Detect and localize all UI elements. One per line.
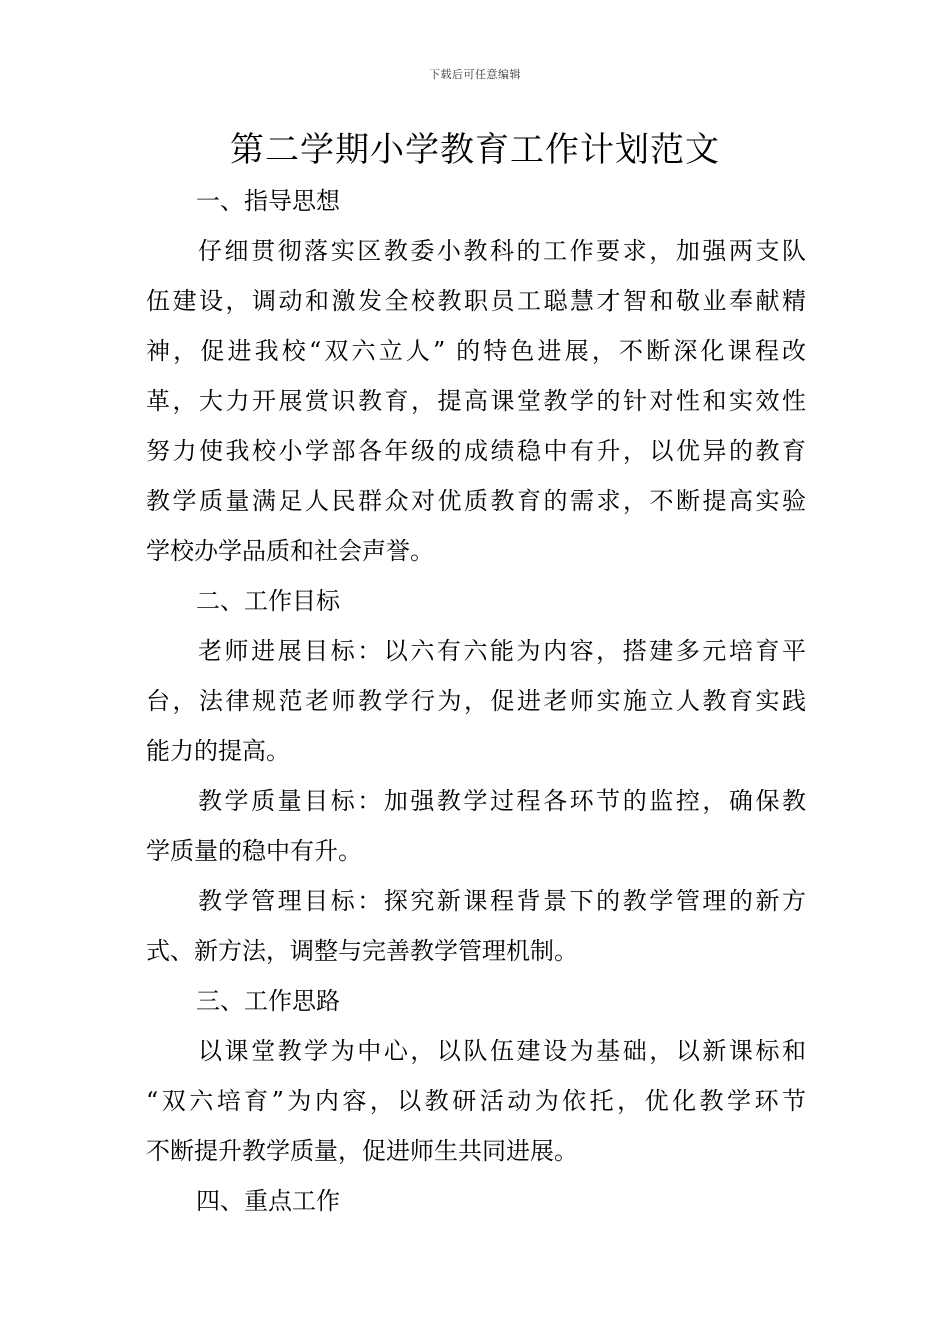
paragraph-line: 伍建设，调动和激发全校教职员工聪慧才智和敬业奉献精 [146, 287, 806, 315]
paragraph-line: 努力使我校小学部各年级的成绩稳中有升，以优异的教育 [146, 437, 806, 465]
paragraph-line: 台，法律规范老师教学行为，促进老师实施立人教育实践 [146, 687, 806, 715]
paragraph-line: 神，促进我校“双六立人” 的特色进展，不断深化课程改 [146, 337, 806, 365]
header-note: 下载后可任意编辑 [429, 68, 521, 81]
paragraph-line: 仔细贯彻落实区教委小教科的工作要求，加强两支队 [198, 237, 806, 265]
paragraph-line: “双六培育”为内容，以教研活动为依托，优化教学环节 [146, 1087, 806, 1115]
paragraph-line: 不断提升教学质量，促进师生共同进展。 [146, 1137, 578, 1165]
paragraph-line: 教学管理目标：探究新课程背景下的教学管理的新方 [198, 887, 806, 915]
paragraph-line: 教学质量满足人民群众对优质教育的需求，不断提高实验 [146, 487, 806, 515]
paragraph-line: 教学质量目标：加强教学过程各环节的监控，确保教 [198, 787, 806, 815]
paragraph-line: 学校办学品质和社会声誉。 [146, 537, 434, 565]
document-body [146, 176, 806, 1226]
paragraph-line: 以课堂教学为中心，以队伍建设为基础，以新课标和 [198, 1037, 806, 1065]
paragraph-line: 老师进展目标：以六有六能为内容，搭建多元培育平 [198, 637, 806, 665]
section-heading: 三、工作思路 [196, 987, 340, 1015]
paragraph-line: 能力的提高。 [146, 737, 290, 765]
section-heading: 二、工作目标 [196, 587, 340, 615]
document-title: 第二学期小学教育工作计划范文 [230, 130, 720, 170]
section-heading: 一、指导思想 [196, 187, 340, 215]
paragraph-line: 学质量的稳中有升。 [146, 837, 362, 865]
paragraph-line: 革，大力开展赏识教育，提高课堂教学的针对性和实效性 [146, 387, 806, 415]
section-heading: 四、重点工作 [196, 1187, 340, 1215]
paragraph-line: 式、新方法，调整与完善教学管理机制。 [146, 937, 578, 965]
